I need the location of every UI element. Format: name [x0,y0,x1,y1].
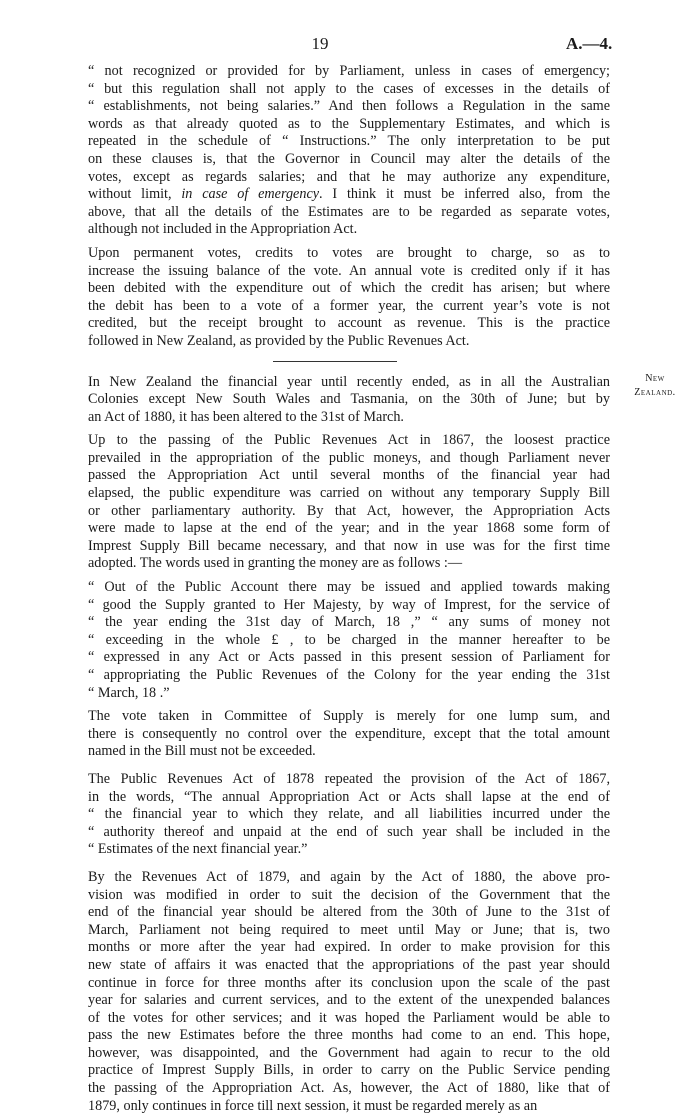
paragraph [60,708,610,761]
page-number: 19 [311,34,329,53]
text-line: The vote taken in Committee of Supply is merely for one lump sum, and [88,708,610,725]
text-line: of the votes for other services; and it was hoped the Parliament would be able to [88,1009,610,1026]
text-line: repeated in the schedule of “ Instructions.” The only interpretation to be put [88,133,610,150]
text-line: By the Revenues Act of 1879, and again by the Act of 1880, the above pro- [88,868,610,885]
text-line: “ establishments, not being salaries.” And then follows a Regulation in the same [88,98,610,115]
text-line: named in the Bill must not be exceeded. [88,743,316,760]
text-line: “ appropriating the Public Revenues of the Colony for the year ending the 31st [88,667,610,683]
text-line: above, that all the details of the Estimates are to be regarded as separate votes, [88,203,610,220]
text-line: been debited with the expenditure out of which the credit has arisen; but where [88,280,610,297]
text-line: an Act of 1880, it has been altered to the 31st of March. [88,408,404,425]
text-line: new state of affairs it was enacted that the appropriations of the past year should [88,956,610,973]
margin-note-line: Zealand. [634,387,676,398]
section-divider [273,361,397,362]
text-line: “ March, 18 .” [88,684,170,701]
margin-note [620,372,690,400]
text-line: “ but this regulation shall not apply to the cases of excesses in the details of [88,80,610,97]
text-line: increase the issuing balance of the vote. An annual vote is credited only if it has [88,262,610,279]
text-line: or other parliamentary authority. By that Act, however, the Appropriation Acts [88,502,610,519]
text-line: “ good the Supply granted to Her Majesty, by way of Imprest, for the service of [88,596,610,613]
text-line: months or more after the year had expired. In order to make provision for this [88,939,610,956]
text-line: “ Estimates of the next financial year.” [88,841,308,858]
paragraph [60,869,610,1115]
text-line: Upon permanent votes, credits to votes are brought to charge, so as to [88,244,610,261]
text-line: end of the financial year should be altered from the 30th of June to the 31st of [88,904,610,921]
paragraph [60,245,610,351]
text-line: votes, except as regards salaries; and that he may authorize any expenditure, [88,168,610,185]
text-line: on these clauses is, that the Governor in Council may alter the details of the [88,150,610,167]
text-line: elapsed, the public expenditure was carried on without any temporary Supply Bill [88,485,610,502]
text-line: although not included in the Appropriation Act. [88,221,358,238]
text-line: credited, but the receipt brought to account as revenue. This is the practice [88,315,610,332]
text-line: Imprest Supply Bill became necessary, and that now in use was for the first time [88,537,610,554]
text-line: In New Zealand the financial year until recently ended, as in all the Australian [88,373,610,390]
text-line: followed in New Zealand, as provided by the Public Revenues Act. [88,332,470,349]
text-line: “ exceeding in the whole £ , to be charged in the manner hereafter to be [88,631,610,648]
text-line: in the words, “The annual Appropriation Act or Acts shall lapse at the end of [88,788,610,805]
text-line: “ Out of the Public Account there may be issued and applied towards making [88,579,610,596]
text-line: vision was modified in order to suit the decision of the Government that the [88,886,610,903]
text-line: prevailed in the appropriation of the public moneys, and though Parliament never [88,449,610,466]
paragraph [60,579,610,702]
text-line: “ expressed in any Act or Acts passed in this present session of Parliament for [88,649,610,666]
document-reference: A.—4. [566,34,613,53]
text-line: “ authority thereof and unpaid at the end of such year shall be included in the [88,823,610,840]
text-line: however, was disappointed, and the Government had again to recur to the old [88,1044,610,1061]
text-line: were made to lapse at the end of the year; and in the year 1868 some form of [88,520,610,537]
text-line: the debit has been to a vote of a former year, the current year’s vote is not [88,297,610,314]
text-line: March, Parliament not being required to meet until May or June; that is, two [88,921,610,938]
paragraph [60,374,610,427]
paragraph [60,432,610,573]
text-line: “ not recognized or provided for by Parliament, unless in cases of emergency; [88,63,610,79]
paragraph [60,771,610,859]
document-body [60,63,610,1115]
text-line: without limit, in case of emergency. I think it must be inferred also, from the [88,186,611,203]
text-line: adopted. The words used in granting the money are as follows :— [88,555,463,572]
text-line: the passing of the Appropriation Act. As, however, the Act of 1880, like that of [88,1080,610,1097]
text-line: “ the financial year to which they relate, and all liabilities incurred under the [88,806,610,823]
margin-note-line: New [645,373,665,384]
paragraph [60,63,610,239]
text-line: Colonies except New South Wales and Tasmania, on the 30th of June; but by [88,391,610,408]
text-line: passed the Appropriation Act until several months of the financial year had [88,467,610,484]
text-line: there is consequently no control over the expenditure, except that the total amount [88,725,610,742]
text-line: pass the new Estimates before the three months had come to an end. This hope, [88,1027,610,1044]
text-line: Up to the passing of the Public Revenues Act in 1867, the loosest practice [88,432,610,449]
text-line: continue in force for three months after its conclusion upon the scale of the past [88,974,610,991]
text-line: year for salaries and current services, and to the extent of the unexpended balances [88,992,610,1009]
text-line: words as that already quoted as to the Supplementary Estimates, and which is [88,115,610,132]
text-line: The Public Revenues Act of 1878 repeated the provision of the Act of 1867, [88,770,610,787]
text-line: practice of Imprest Supply Bills, in order to carry on the Public Service pending [88,1062,610,1079]
text-line: “ the year ending the 31st day of March, 18 ,” “ any sums of money not [88,614,610,631]
text-line: 1879, only continues in force till next session, it must be regarded merely as an [88,1097,538,1114]
